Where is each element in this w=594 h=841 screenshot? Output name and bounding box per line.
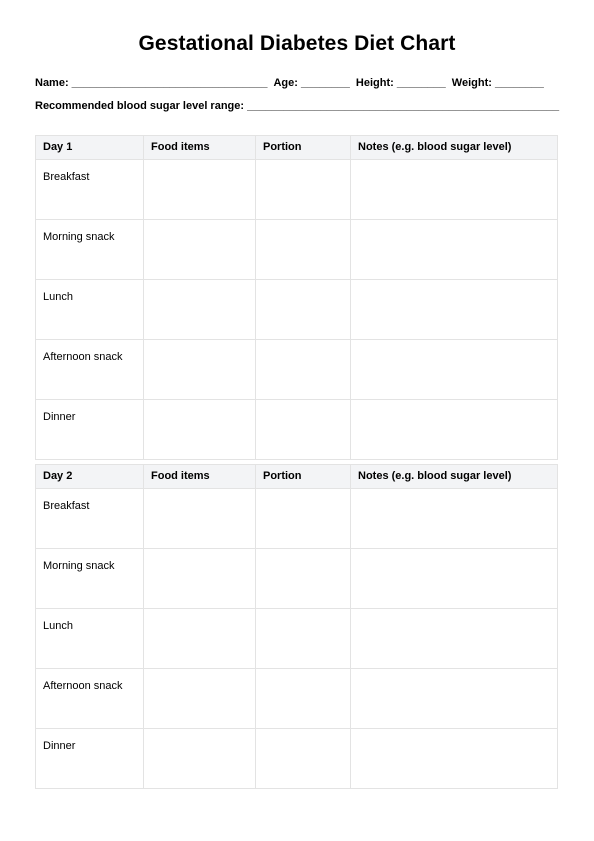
day-label: Day 2 <box>36 465 144 489</box>
table-row <box>36 220 558 280</box>
column-header-notes: Notes (e.g. blood sugar level) <box>351 136 558 160</box>
meal-label: Afternoon snack <box>36 669 144 729</box>
table-row <box>36 340 558 400</box>
weight-field[interactable]: Weight: ________ <box>451 77 544 89</box>
portion-cell[interactable] <box>256 489 351 549</box>
column-header-food-items: Food items <box>144 136 256 160</box>
portion-cell[interactable] <box>256 280 351 340</box>
day-2-table <box>35 464 558 789</box>
portion-cell[interactable] <box>256 220 351 280</box>
meal-label: Breakfast <box>36 489 144 549</box>
meal-label: Dinner <box>36 729 144 789</box>
notes-cell[interactable] <box>351 220 558 280</box>
table-row <box>36 280 558 340</box>
meal-label: Dinner <box>36 400 144 460</box>
notes-cell[interactable] <box>351 609 558 669</box>
notes-cell[interactable] <box>351 729 558 789</box>
column-header-food-items: Food items <box>144 465 256 489</box>
portion-cell[interactable] <box>256 160 351 220</box>
table-header-row <box>36 465 558 489</box>
table-row <box>36 609 558 669</box>
height-field[interactable]: Height: ________ <box>355 77 446 89</box>
notes-cell[interactable] <box>351 669 558 729</box>
portion-cell[interactable] <box>256 549 351 609</box>
table-row <box>36 160 558 220</box>
day-label: Day 1 <box>36 136 144 160</box>
food-items-cell[interactable] <box>144 489 256 549</box>
food-items-cell[interactable] <box>144 669 256 729</box>
food-items-cell[interactable] <box>144 160 256 220</box>
meal-label: Breakfast <box>36 160 144 220</box>
table-row <box>36 489 558 549</box>
notes-cell[interactable] <box>351 489 558 549</box>
column-header-portion: Portion <box>256 136 351 160</box>
name-field[interactable]: Name: ________________________________ <box>35 77 268 89</box>
portion-cell[interactable] <box>256 669 351 729</box>
column-header-portion: Portion <box>256 465 351 489</box>
meal-label: Lunch <box>36 609 144 669</box>
blood-sugar-range-field[interactable]: Recommended blood sugar level range: ___________________________________________________ <box>35 100 560 112</box>
food-items-cell[interactable] <box>144 609 256 669</box>
meal-label: Morning snack <box>36 549 144 609</box>
meal-label: Lunch <box>36 280 144 340</box>
table-row <box>36 729 558 789</box>
portion-cell[interactable] <box>256 340 351 400</box>
notes-cell[interactable] <box>351 340 558 400</box>
column-header-notes: Notes (e.g. blood sugar level) <box>351 465 558 489</box>
blood-sugar-range-line <box>35 100 559 112</box>
table-row <box>36 400 558 460</box>
food-items-cell[interactable] <box>144 340 256 400</box>
food-items-cell[interactable] <box>144 400 256 460</box>
portion-cell[interactable] <box>256 609 351 669</box>
meal-label: Afternoon snack <box>36 340 144 400</box>
portion-cell[interactable] <box>256 729 351 789</box>
age-field[interactable]: Age: ________ <box>273 77 350 89</box>
table-header-row <box>36 136 558 160</box>
day-1-table <box>35 135 558 460</box>
table-row <box>36 549 558 609</box>
patient-info-line <box>35 77 544 89</box>
notes-cell[interactable] <box>351 280 558 340</box>
table-row <box>36 669 558 729</box>
page-title: Gestational Diabetes Diet Chart <box>138 32 456 55</box>
notes-cell[interactable] <box>351 549 558 609</box>
notes-cell[interactable] <box>351 400 558 460</box>
notes-cell[interactable] <box>351 160 558 220</box>
food-items-cell[interactable] <box>144 220 256 280</box>
meal-label: Morning snack <box>36 220 144 280</box>
portion-cell[interactable] <box>256 400 351 460</box>
food-items-cell[interactable] <box>144 280 256 340</box>
food-items-cell[interactable] <box>144 729 256 789</box>
food-items-cell[interactable] <box>144 549 256 609</box>
